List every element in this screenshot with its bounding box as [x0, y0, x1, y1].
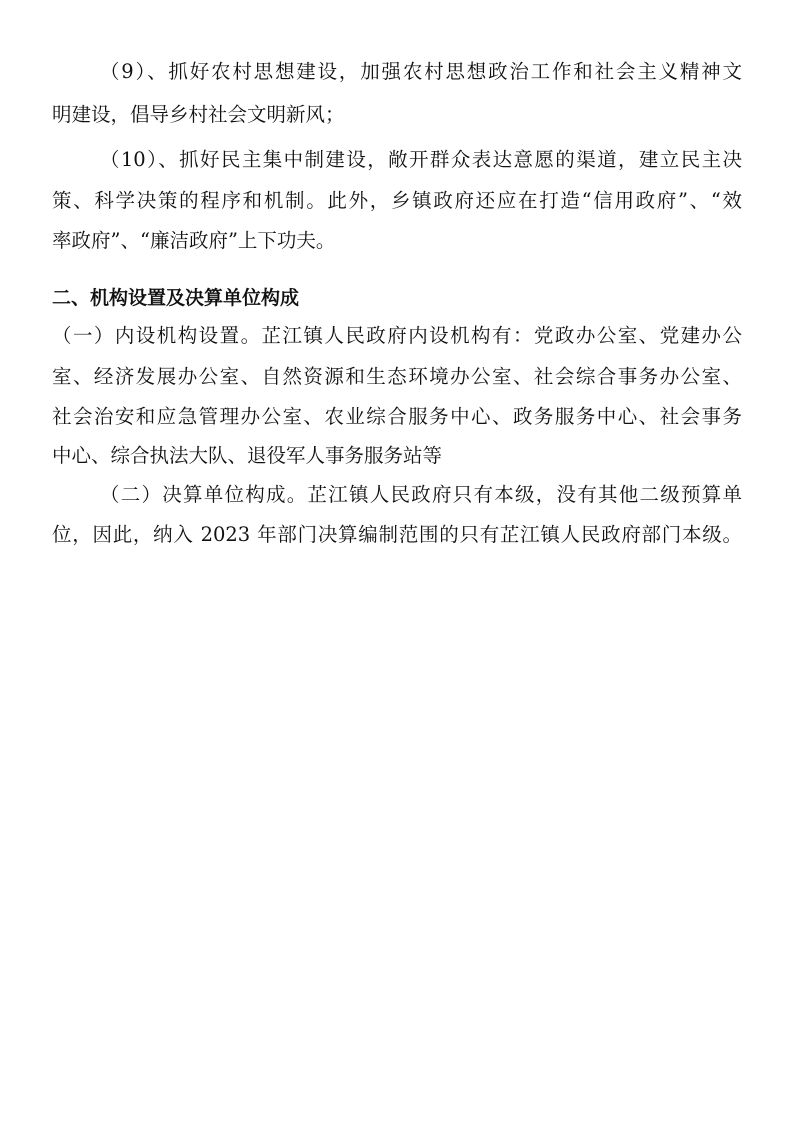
section-heading: 二、机构设置及决算单位构成 — [52, 287, 300, 309]
paragraph-internal-structure-line-3: 社会治安和应急管理办公室、农业综合服务中心、政务服务中心、社会事务 — [52, 405, 742, 428]
paragraph-item-10-line-2: 策、科学决策的程序和机制。此外，乡镇政府还应在打造“信用政府”、“效 — [52, 189, 742, 212]
paragraph-internal-structure-line-1: （一）内设机构设置。芷江镇人民政府内设机构有：党政办公室、党建办公 — [52, 324, 742, 347]
paragraph-budget-unit-line-2: 位，因此，纳入 2023 年部门决算编制范围的只有芷江镇人民政府部门本级。 — [52, 523, 742, 546]
paragraph-item-9-line-1: （9）、抓好农村思想建设，加强农村思想政治工作和社会主义精神文 — [100, 60, 742, 83]
paragraph-item-10-line-1: （10）、抓好民主集中制建设，敞开群众表达意愿的渠道，建立民主决 — [100, 148, 742, 171]
paragraph-internal-structure-line-4: 中心、综合执法大队、退役军人事务服务站等 — [52, 444, 443, 467]
paragraph-item-9-line-2: 明建设，倡导乡村社会文明新风； — [52, 103, 345, 126]
paragraph-budget-unit-line-1: （二）决算单位构成。芷江镇人民政府只有本级，没有其他二级预算单 — [100, 483, 742, 506]
paragraph-internal-structure-line-2: 室、经济发展办公室、自然资源和生态环境办公室、社会综合事务办公室、 — [52, 365, 742, 388]
paragraph-item-10-line-3: 率政府”、“廉洁政府”上下功夫。 — [52, 229, 336, 252]
